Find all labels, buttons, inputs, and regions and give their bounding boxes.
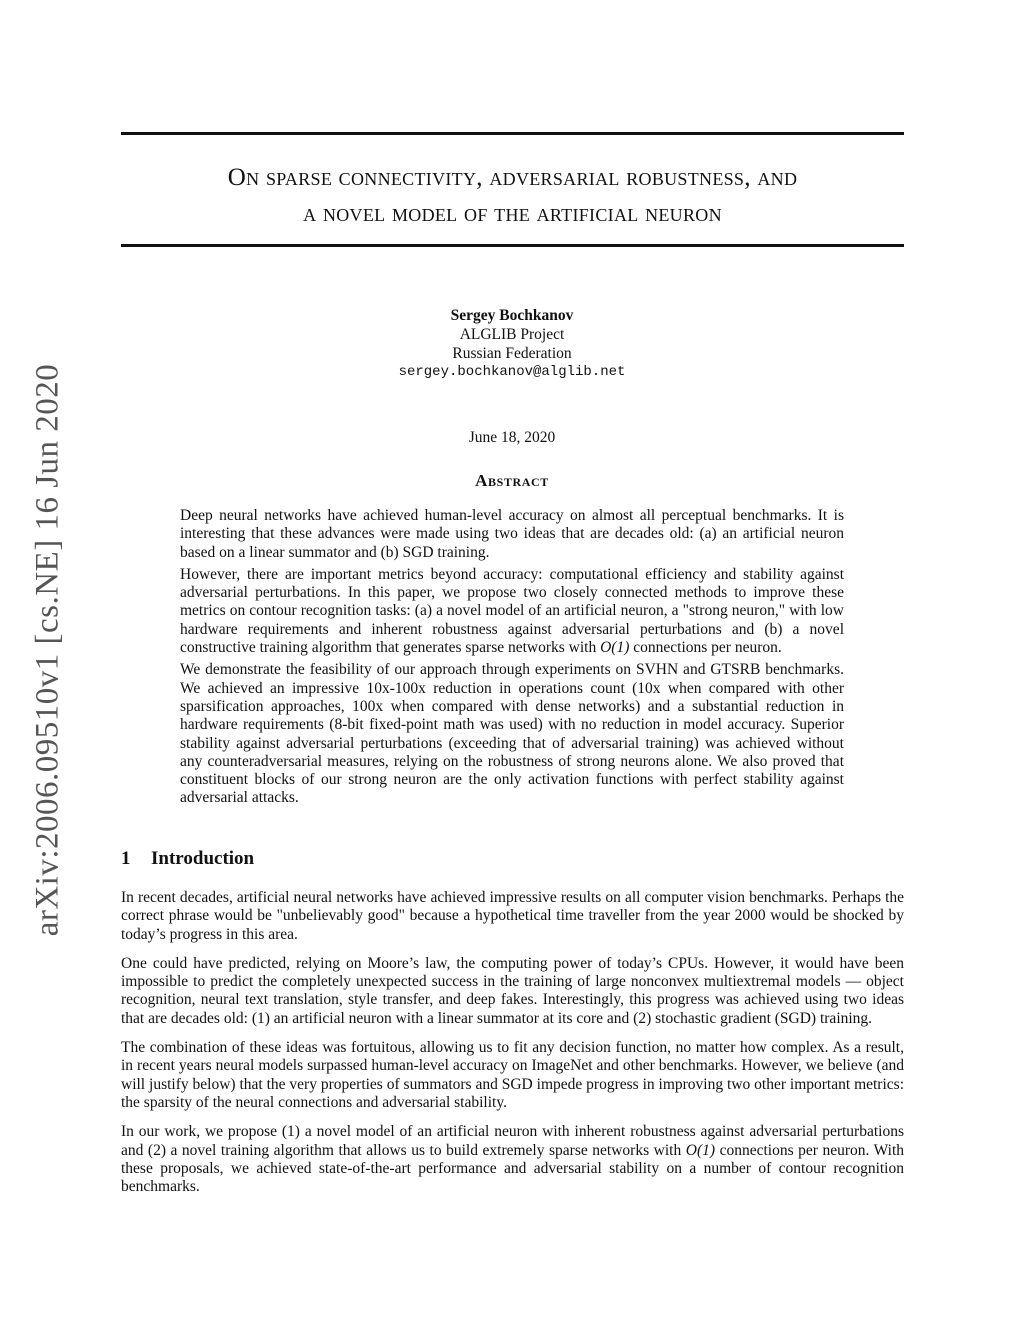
author-email: sergey.bochkanov@alglib.net bbox=[398, 364, 626, 380]
body-paragraph-2: One could have predicted, relying on Moore’s law, the computing power of today’s CPUs. However, it would have been impossible to predict the completely unexpected success in the training of large nonconvex multiextremal models — object recognition, neural text translation, style transfer, and deep fakes. Interestingly, this progress was achieved using two ideas that are decades old: (1) an artificial neuron with a linear summator at its core and (2) stochastic gradient (SGD) training. bbox=[121, 954, 904, 1027]
introduction-body bbox=[121, 889, 904, 1207]
author-name: Sergey Bochkanov bbox=[450, 307, 574, 324]
abstract-paragraph-1: Deep neural networks have achieved human-level accuracy on almost all perceptual benchmarks. It is interesting that these advances were made using two ideas that are decades old: (a) an artificial neuron based on a linear summator and (b) SGD training. bbox=[180, 507, 844, 561]
title-line-2: a novel model of the artificial neuron bbox=[303, 200, 722, 227]
body-paragraph-1: In recent decades, artificial neural networks have achieved impressive results on all computer vision benchmarks. Perhaps the correct phrase would be "unbelievably good" because a hypothetical time traveller from the year 2000 would be shocked by today’s progress in this area. bbox=[121, 889, 904, 943]
math-big-o: O(1) bbox=[685, 1141, 716, 1159]
abstract bbox=[180, 507, 844, 812]
section-number: 1 bbox=[121, 848, 131, 869]
abstract-paragraph-3: We demonstrate the feasibility of our approach through experiments on SVHN and GTSRB benchmarks. We achieved an impressive 10x-100x reduction in operations count (10x when compared with other sparsification approaches, 100x when compared with dense networks) and a substantial reduction in hardware requirements (8-bit fixed-point math was used) with no reduction in model accuracy. Superior stability against adversarial perturbations (exceeding that of adversarial training) was achieved without any counteradversarial measures, relying on the robustness of strong neurons alone. We also proved that constituent blocks of our strong neuron are the only activation functions with perfect stability against adversarial attacks. bbox=[180, 661, 844, 807]
body-paragraph-3: The combination of these ideas was fortuitous, allowing us to fit any decision function, no matter how complex. As a result, in recent years neural models surpassed human-level accuracy on ImageNet and other benchmarks. However, we believe (and will justify below) that the very properties of summators and SGD impede progress in improving two other important metrics: the sparsity of the neural connections and adversarial stability. bbox=[121, 1039, 904, 1111]
section-title: Introduction bbox=[151, 848, 255, 869]
arxiv-identifier: arXiv:2006.09510v1 [cs.NE] 16 Jun 2020 bbox=[29, 363, 66, 937]
body-paragraph-4: In our work, we propose (1) a novel model of an artificial neuron with inherent robustness against adversarial perturbations and (2) a novel training algorithm that allows us to build extremely sparse networks with O(1) connections per neuron. With these proposals, we achieved state-of-the-art performance and adversarial stability on a number of contour recognition benchmarks. bbox=[121, 1123, 904, 1196]
author-affiliation: ALGLIB Project bbox=[459, 326, 565, 343]
title-top-rule bbox=[121, 132, 904, 135]
math-big-o: O(1) bbox=[600, 639, 630, 657]
section-heading-introduction bbox=[121, 848, 254, 870]
author-country: Russian Federation bbox=[452, 345, 572, 362]
title-line-1: On sparse connectivity, adversarial robustness, and bbox=[227, 164, 798, 191]
title-bottom-rule bbox=[121, 244, 904, 247]
paper-title bbox=[121, 160, 904, 232]
author-block bbox=[300, 306, 724, 382]
abstract-heading: Abstract bbox=[475, 471, 549, 490]
abstract-paragraph-2: However, there are important metrics beyond accuracy: computational efficiency and stability against adversarial perturbations. In this paper, we propose two closely connected methods to improve these metrics on contour recognition tasks: (a) a novel model of an artificial neuron, a "strong neuron," with low hardware requirements and inherent robustness against adversarial perturbations and (b) a novel constructive training algorithm that generates sparse networks with O(1) connections per neuron. bbox=[180, 565, 844, 657]
paper-date: June 18, 2020 bbox=[468, 429, 556, 446]
